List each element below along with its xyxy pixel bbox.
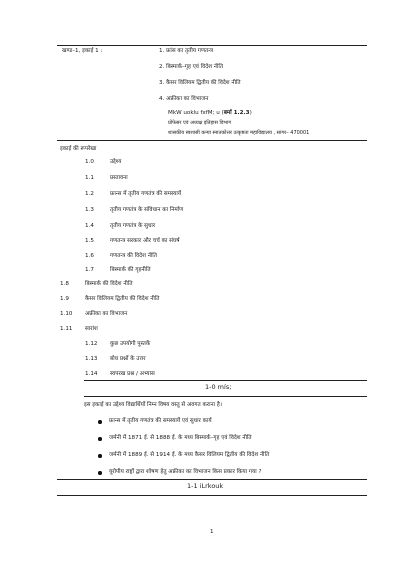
outline-num: 1.4 bbox=[85, 223, 94, 229]
outline-num: 1.0 bbox=[85, 159, 94, 165]
outline-text: कैसर विलियम द्वितीय की विदेश नीति bbox=[85, 296, 160, 302]
outline-text: कुछ उपयोगी पुस्तकें bbox=[110, 341, 151, 347]
section-objective-top-rule bbox=[84, 380, 367, 381]
outline-text: गणतन्त्र सरकार और चर्च का संघर्ष bbox=[110, 238, 180, 244]
outline-num: 1.11 bbox=[60, 326, 73, 332]
author-title: प्रोफेसर एवं अध्यक्ष इतिहास विभाग bbox=[168, 120, 232, 126]
bullet-dot bbox=[98, 437, 102, 441]
section-objective-bottom-rule bbox=[84, 396, 367, 397]
outline-num: 1.6 bbox=[85, 253, 94, 259]
outline-num: 1.12 bbox=[85, 341, 98, 347]
section-objective-heading: 1-0 mís; bbox=[205, 383, 232, 391]
outline-num: 1.9 bbox=[60, 296, 69, 302]
unit-label: खण्ड–1, इकाई 1 : bbox=[62, 48, 103, 54]
outline-num: 1.3 bbox=[85, 207, 94, 213]
outline-num: 1.10 bbox=[60, 311, 73, 317]
outline-num: 1.13 bbox=[85, 356, 98, 362]
section-intro-top-rule bbox=[57, 479, 367, 480]
bullet-dot bbox=[98, 471, 102, 475]
objective-bullet: जर्मनी में 1889 ई. से 1914 ई. के मध्य कैसर विलियम द्वितीय की विदेश नीति bbox=[109, 452, 270, 458]
objective-bullet: जर्मनी में 1871 ई. से 1888 ई. के मध्य बिस्मार्क–गृह एवं विदेश नीति bbox=[109, 435, 252, 441]
outline-num: 1.2 bbox=[85, 191, 94, 197]
author-name-text: MkW uoklu fxfM; u ( bbox=[168, 110, 224, 116]
outline-num: 1.8 bbox=[60, 281, 69, 287]
objective-intro: इस इकाई का उद्देश्य विद्यार्थियों निम्न विषय वस्तु से अवगत कराना है। bbox=[84, 402, 222, 408]
topic-4: 4. अफ्रीका का विभाजन bbox=[159, 96, 209, 102]
author-college: शासकीय स्वशासी कन्या स्नातकोत्तर उत्कृष्टता महाविद्यालय , सागर– 470001 bbox=[168, 130, 310, 136]
outline-text: सारांश bbox=[85, 326, 98, 332]
outline-text: बोध प्रश्नों के उत्तर bbox=[110, 356, 146, 362]
header-top-rule bbox=[57, 45, 367, 46]
outline-num: 1.7 bbox=[85, 267, 94, 273]
bullet-dot bbox=[98, 454, 102, 458]
outline-text: अफ्रीका का विभाजन bbox=[85, 311, 128, 317]
outline-text: बिस्मार्क की गृहनीति bbox=[110, 267, 151, 273]
section-intro-heading: 1-1 iLrkouk bbox=[187, 482, 224, 490]
outline-text: तृतीय गणतंत्र के संविधान का निर्माण bbox=[110, 207, 184, 213]
outline-text: गणतन्त्र की विदेश नीति bbox=[110, 253, 157, 259]
header-bottom-rule bbox=[57, 140, 367, 141]
outline-text: बिस्मार्क की विदेश नीति bbox=[85, 281, 133, 287]
topic-3: 3. कैसर विलियम द्वितीय की विदेश नीति bbox=[159, 80, 241, 86]
outline-text: तृतीय गणतंत्र के सुधार bbox=[110, 223, 156, 229]
topic-1: 1. फ्रांस का तृतीय गणतन्त्र bbox=[159, 48, 214, 54]
outline-text: उद्देश्य bbox=[110, 159, 122, 165]
outline-text: स्वपरख प्रश्न / अभ्यास bbox=[110, 371, 155, 377]
outline-text: प्रस्तावना bbox=[110, 175, 128, 181]
author-name bbox=[168, 110, 252, 117]
outline-num: 1.5 bbox=[85, 238, 94, 244]
page-number: 1 bbox=[210, 529, 214, 535]
objective-bullet: यूरोपीय राष्ट्रों द्वारा शोषण हेतु अफ्रीका का विभाजन किस प्रकार किया गया ? bbox=[109, 469, 262, 475]
bullet-dot bbox=[98, 420, 102, 424]
outline-text: फ्रान्स में तृतीय गणतंत्र की समस्यायें bbox=[110, 191, 182, 197]
outline-num: 1.14 bbox=[85, 371, 98, 377]
topic-2: 2. बिस्मार्क–गृह एवं विदेश नीति bbox=[159, 64, 224, 70]
objective-bullet: फ्रान्स में तृतीय गणतंत्र की समस्यायें एवं सुधार कार्य bbox=[109, 418, 212, 424]
author-name-end: ) bbox=[249, 110, 252, 116]
author-name-bold: बर्मा 1.2.3 bbox=[223, 110, 250, 116]
section-intro-bottom-rule bbox=[57, 495, 367, 496]
outline-num: 1.1 bbox=[85, 175, 94, 181]
outline-heading: इकाई की रूपरेखा bbox=[60, 146, 97, 152]
